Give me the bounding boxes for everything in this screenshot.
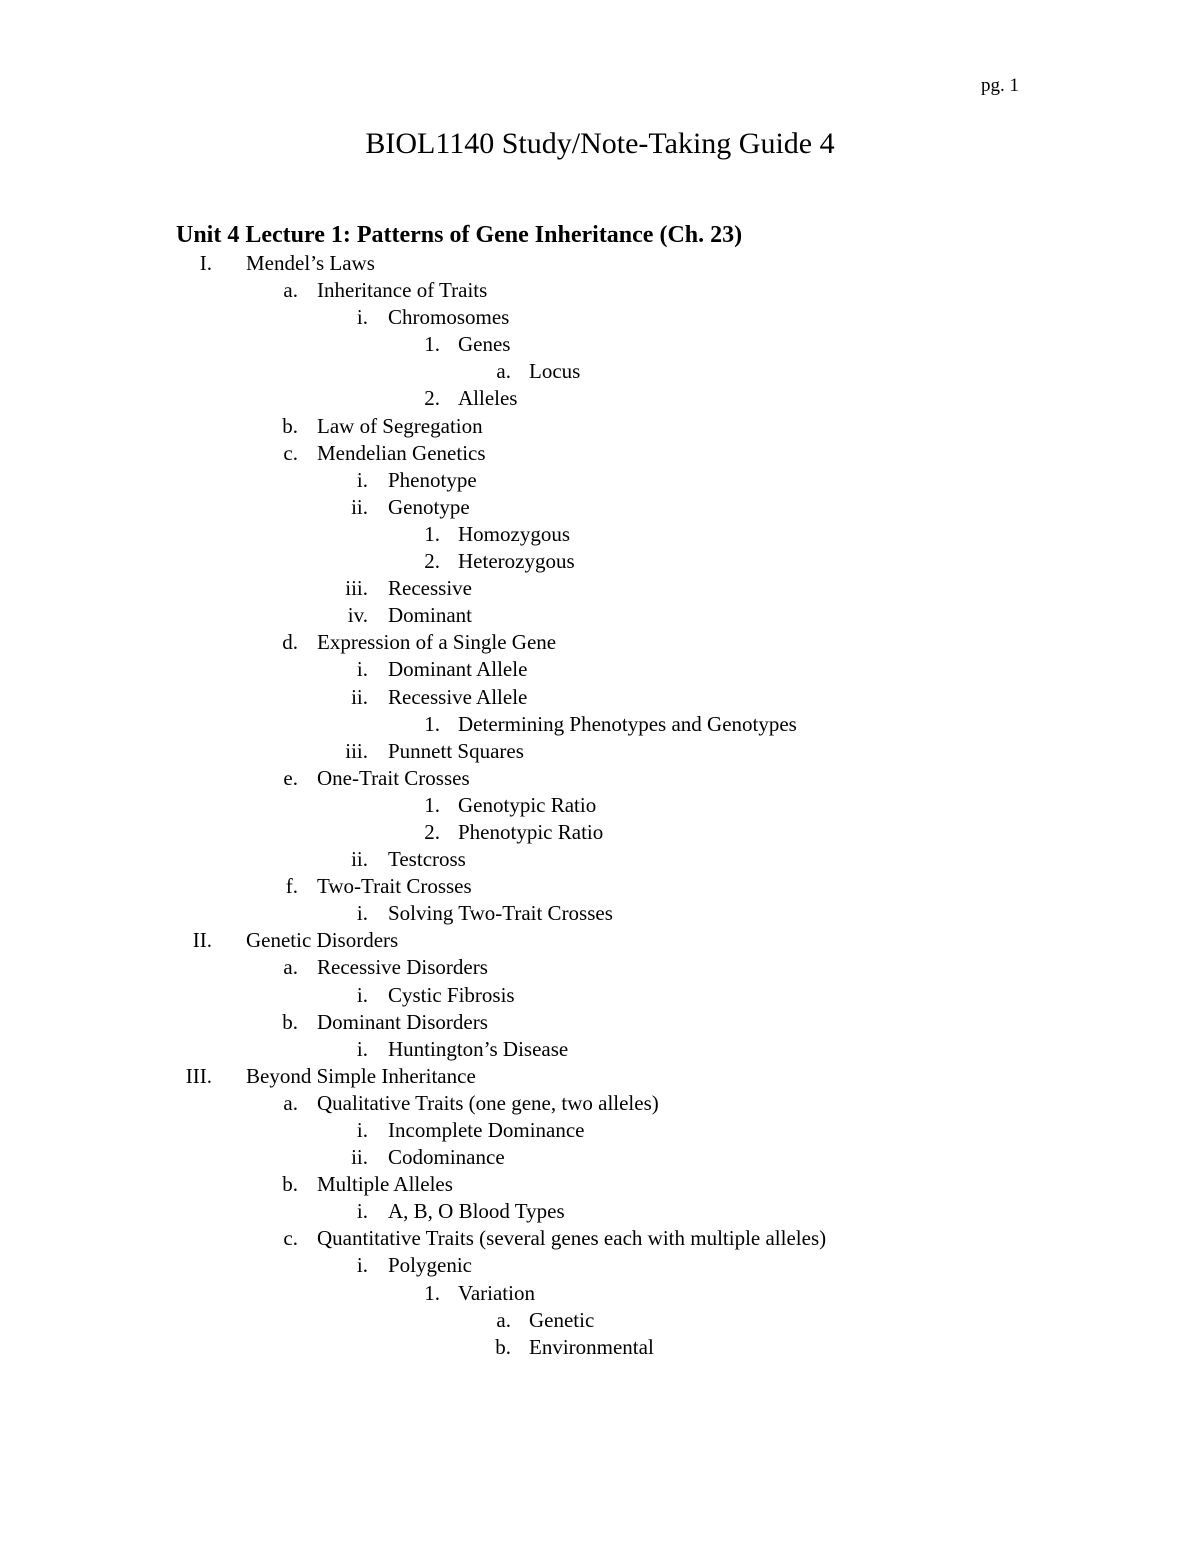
outline-item-text: Solving Two-Trait Crosses — [388, 901, 613, 926]
outline-item-marker: III. — [185, 1063, 212, 1088]
outline-item — [0, 467, 1200, 494]
outline-item — [0, 900, 1200, 927]
outline-item-text: Phenotype — [388, 467, 477, 492]
outline-item-marker: a. — [283, 955, 298, 980]
outline-item-marker: b. — [282, 1172, 298, 1197]
outline-item-text: Dominant — [388, 603, 472, 628]
outline-item-marker: 1. — [424, 792, 440, 817]
outline-item-marker: f. — [285, 874, 298, 899]
outline-item-marker: c. — [283, 440, 298, 465]
outline-item — [0, 250, 1200, 277]
outline-item-marker: a. — [283, 278, 298, 303]
outline-item — [0, 494, 1200, 521]
outline-item-marker: i. — [356, 305, 368, 330]
outline-item-marker: ii. — [351, 847, 368, 872]
outline-item-text: Expression of a Single Gene — [317, 630, 557, 655]
outline-item — [0, 1171, 1200, 1198]
outline-item-text: Law of Segregation — [317, 413, 483, 438]
outline-item — [0, 711, 1200, 738]
outline-item — [0, 954, 1200, 981]
outline-item-marker: 1. — [424, 711, 440, 736]
outline-item-text: Dominant Allele — [388, 657, 528, 682]
outline-item — [0, 873, 1200, 900]
outline-item-marker: ii. — [351, 494, 368, 519]
outline-item — [0, 1225, 1200, 1252]
outline-item-marker: 2. — [424, 819, 440, 844]
outline-item-text: Incomplete Dominance — [388, 1118, 585, 1142]
outline-item — [0, 656, 1200, 683]
outline-item-marker: b. — [282, 413, 298, 438]
outline-item — [0, 765, 1200, 792]
outline-item-marker: b. — [282, 1009, 298, 1034]
outline-item — [0, 602, 1200, 629]
outline-item — [0, 304, 1200, 331]
outline-item — [0, 1144, 1200, 1171]
outline-item-marker: iii. — [345, 576, 368, 601]
outline-item-marker: II. — [192, 928, 212, 953]
outline-item — [0, 1334, 1200, 1361]
outline-item — [0, 1280, 1200, 1307]
outline-item-text: Genetic — [529, 1307, 595, 1332]
outline-item-marker: ii. — [351, 684, 368, 709]
outline-item-text: Codominance — [388, 1145, 505, 1170]
outline-item — [0, 1036, 1200, 1063]
outline-item-text: Dominant Disorders — [317, 1009, 488, 1034]
section-heading: Unit 4 Lecture 1: Patterns of Gene Inheritance (Ch. 23) — [176, 222, 743, 248]
outline-item-marker: 1. — [424, 521, 440, 546]
outline-item — [0, 819, 1200, 846]
outline-item — [0, 1117, 1200, 1144]
outline-item-marker: i. — [356, 467, 368, 492]
outline-item — [0, 1009, 1200, 1036]
outline-item — [0, 440, 1200, 467]
outline-item-text: Homozygous — [458, 521, 570, 546]
outline-item-marker: 2. — [424, 549, 440, 574]
outline-item-text: Phenotypic Ratio — [458, 819, 604, 844]
document-title: BIOL1140 Study/Note-Taking Guide 4 — [365, 127, 835, 160]
outline-item — [0, 575, 1200, 602]
outline-item-marker: d. — [282, 630, 298, 655]
outline-item — [0, 1307, 1200, 1334]
outline-item — [0, 521, 1200, 548]
outline-item — [0, 684, 1200, 711]
page-number: pg. 1 — [981, 75, 1019, 96]
outline-item — [0, 846, 1200, 873]
outline-item-text: Beyond Simple Inheritance — [246, 1063, 476, 1088]
outline-item — [0, 982, 1200, 1009]
outline-item-text: Recessive Disorders — [317, 955, 488, 980]
outline-item-marker: i. — [356, 1199, 368, 1224]
outline-item — [0, 1252, 1200, 1279]
outline-list — [0, 250, 1200, 1361]
outline-item — [0, 413, 1200, 440]
outline-item-text: Cystic Fibrosis — [388, 982, 515, 1007]
outline-item-marker: i. — [356, 1118, 368, 1142]
outline-item — [0, 738, 1200, 765]
outline-item-text: Testcross — [388, 847, 466, 872]
outline-item-text: Mendelian Genetics — [317, 440, 486, 465]
outline-item-text: Recessive Allele — [388, 684, 528, 709]
outline-item — [0, 792, 1200, 819]
outline-item-text: Genotype — [388, 494, 470, 519]
outline-item-marker: 2. — [424, 386, 440, 411]
outline-item-text: Recessive — [388, 576, 472, 601]
outline-item-marker: a. — [496, 359, 511, 384]
outline-item-text: Qualitative Traits (one gene, two alleles) — [317, 1090, 659, 1115]
outline-item-text: Huntington’s Disease — [388, 1036, 569, 1061]
outline-item — [0, 927, 1200, 954]
outline-item-text: Mendel’s Laws — [246, 251, 375, 275]
outline-item-text: Alleles — [458, 386, 518, 411]
outline-item-marker: 1. — [424, 332, 440, 357]
outline-item — [0, 1063, 1200, 1090]
outline-item-text: Two-Trait Crosses — [317, 874, 472, 899]
outline-item-text: Determining Phenotypes and Genotypes — [458, 711, 797, 736]
outline-item — [0, 548, 1200, 575]
outline-item-text: One-Trait Crosses — [317, 765, 470, 790]
outline-item-text: Punnett Squares — [388, 738, 524, 763]
outline-item-marker: i. — [356, 1036, 368, 1061]
outline-item — [0, 385, 1200, 412]
outline-item-text: Polygenic — [388, 1253, 472, 1278]
outline-item-text: Inheritance of Traits — [317, 278, 488, 303]
outline-item-text: Heterozygous — [458, 549, 575, 574]
outline-item-marker: ii. — [351, 1145, 368, 1170]
outline-item-marker: i. — [356, 982, 368, 1007]
outline-item-marker: 1. — [424, 1280, 440, 1305]
outline-item — [0, 331, 1200, 358]
outline-item — [0, 629, 1200, 656]
outline-item-text: Genetic Disorders — [246, 928, 399, 953]
outline-item-text: Variation — [458, 1280, 535, 1305]
outline-item-marker: i. — [356, 1253, 368, 1278]
outline-item-text: Environmental — [529, 1334, 654, 1359]
outline-item-marker: e. — [283, 765, 298, 790]
outline-item-text: Locus — [529, 359, 581, 384]
outline-item-text: A, B, O Blood Types — [388, 1199, 565, 1224]
outline-item-marker: iii. — [345, 738, 368, 763]
outline-item-text: Genotypic Ratio — [458, 792, 597, 817]
outline-item — [0, 277, 1200, 304]
outline-item-text: Multiple Alleles — [317, 1172, 453, 1197]
outline-item — [0, 1090, 1200, 1117]
outline-item-marker: c. — [283, 1226, 298, 1251]
outline-item — [0, 358, 1200, 385]
outline-item-marker: a. — [496, 1307, 511, 1332]
outline-item-marker: b. — [495, 1334, 511, 1359]
outline-item-text: Chromosomes — [388, 305, 510, 330]
outline-item — [0, 1198, 1200, 1225]
outline-item-text: Genes — [458, 332, 511, 357]
outline-item-marker: i. — [356, 901, 368, 926]
outline-item-text: Quantitative Traits (several genes each with multiple alleles) — [317, 1226, 827, 1251]
outline-item-marker: iv. — [347, 603, 368, 628]
outline-item-marker: a. — [283, 1090, 298, 1115]
outline-item-marker: I. — [199, 251, 212, 275]
outline-item-marker: i. — [356, 657, 368, 682]
